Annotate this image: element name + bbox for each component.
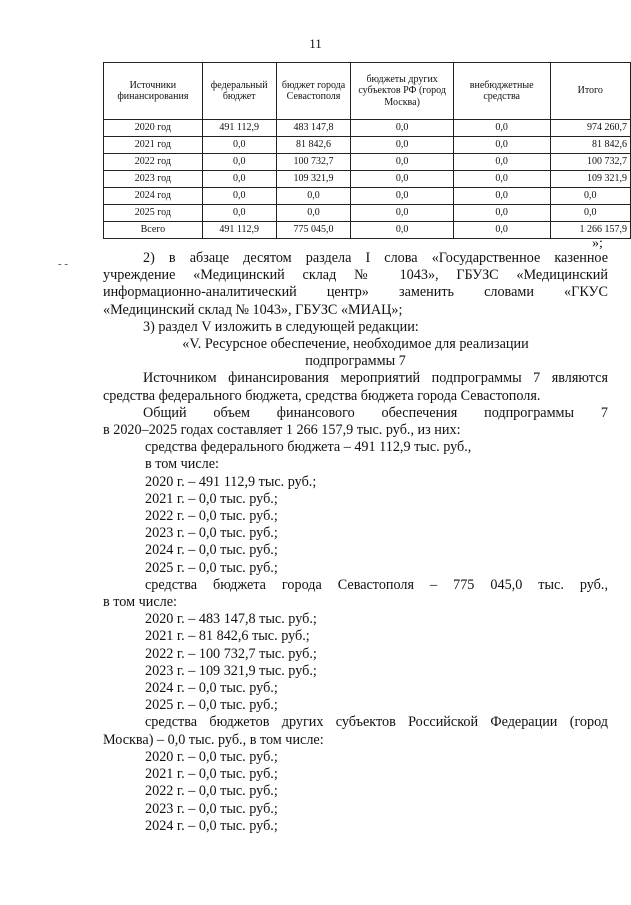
city-year-item: 2020 г. – 483 147,8 тыс. руб.; (145, 611, 317, 628)
table-cell: 0,0 (351, 137, 453, 154)
federal-year-item: 2023 г. – 0,0 тыс. руб.; (145, 525, 278, 542)
moscow-year-item: 2021 г. – 0,0 тыс. руб.; (145, 766, 278, 783)
paragraph-2-line: 2) в абзаце десятом раздела I слова «Государственное казенное (143, 250, 608, 266)
table-cell: 0,0 (550, 188, 630, 205)
section-title: «V. Ресурсное обеспечение, необходимое для реализации (182, 336, 529, 353)
table-cell: 0,0 (202, 188, 276, 205)
table-cell: 100 732,7 (550, 154, 630, 171)
table-cell: 0,0 (276, 205, 351, 222)
federal-year-item: 2020 г. – 491 112,9 тыс. руб.; (145, 473, 317, 490)
table-cell: 0,0 (453, 222, 550, 239)
margin-mark: - - (58, 258, 69, 270)
table-cell: 0,0 (351, 154, 453, 171)
table-cell: 2023 год (104, 171, 203, 188)
table-header-row (104, 63, 631, 120)
table-cell: 0,0 (351, 120, 453, 137)
table-cell: 483 147,8 (276, 120, 351, 137)
table-cell: 0,0 (202, 154, 276, 171)
paragraph-2-line: информационно-аналитический центр» заменить словами «ГКУС (103, 284, 608, 301)
table-row (104, 205, 631, 222)
table-row (104, 120, 631, 137)
header-sources: Источники финансирования (104, 63, 203, 120)
table-cell: 974 260,7 (550, 120, 630, 137)
paragraph-3: 3) раздел V изложить в следующей редакции: (143, 318, 419, 335)
header-sevastopol: бюджет города Севастополя (276, 63, 351, 120)
table-cell: 0,0 (351, 222, 453, 239)
financing-table (103, 62, 631, 239)
section-title: подпрограммы 7 (305, 353, 406, 370)
table-cell: 0,0 (453, 188, 550, 205)
source-paragraph: средства федерального бюджета, средства бюджета города Севастополя. (103, 387, 541, 404)
table-cell: 0,0 (351, 188, 453, 205)
city-year-item: 2023 г. – 109 321,9 тыс. руб.; (145, 662, 317, 679)
table-cell: 81 842,6 (550, 137, 630, 154)
moscow-year-item: 2022 г. – 0,0 тыс. руб.; (145, 783, 278, 800)
table-cell: 0,0 (550, 205, 630, 222)
table-cell: 0,0 (351, 205, 453, 222)
moscow-budget-including: Москва) – 0,0 тыс. руб., в том числе: (103, 731, 324, 748)
table-cell: Всего (104, 222, 203, 239)
table-cell: 0,0 (453, 154, 550, 171)
federal-year-item: 2025 г. – 0,0 тыс. руб.; (145, 559, 278, 576)
moscow-budget-heading: средства бюджетов других субъектов Российской Федерации (город (145, 714, 608, 731)
federal-year-item: 2024 г. – 0,0 тыс. руб.; (145, 542, 278, 559)
table-row (104, 171, 631, 188)
header-federal: федеральный бюджет (202, 63, 276, 120)
total-paragraph: в 2020–2025 годах составляет 1 266 157,9 тыс. руб., из них: (103, 422, 461, 439)
header-extrabudgetary: внебюджетные средства (453, 63, 550, 120)
moscow-year-item: 2023 г. – 0,0 тыс. руб.; (145, 800, 278, 817)
city-year-item: 2025 г. – 0,0 тыс. руб.; (145, 697, 278, 714)
table-cell: 100 732,7 (276, 154, 351, 171)
city-year-item: 2024 г. – 0,0 тыс. руб.; (145, 680, 278, 697)
paragraph-2-line: «Медицинский склад № 1043», ГБУЗС «МИАЦ»; (103, 301, 403, 318)
table-cell: 0,0 (351, 171, 453, 188)
city-budget-including: в том числе: (103, 594, 177, 611)
table-cell: 0,0 (453, 120, 550, 137)
federal-budget-heading: средства федерального бюджета – 491 112,9 тыс. руб., (145, 439, 472, 456)
table-row (104, 188, 631, 205)
table-cell: 2021 год (104, 137, 203, 154)
body-text (103, 250, 608, 835)
table-cell: 2024 год (104, 188, 203, 205)
moscow-year-item: 2020 г. – 0,0 тыс. руб.; (145, 748, 278, 765)
table-row (104, 154, 631, 171)
table-cell: 775 045,0 (276, 222, 351, 239)
table-cell: 2020 год (104, 120, 203, 137)
total-paragraph: Общий объем финансового обеспечения подпрограммы 7 (143, 404, 608, 421)
federal-including: в том числе: (145, 456, 219, 473)
table-cell: 2022 год (104, 154, 203, 171)
federal-year-item: 2021 г. – 0,0 тыс. руб.; (145, 490, 278, 507)
table-cell: 0,0 (276, 188, 351, 205)
page-number: 11 (309, 36, 322, 51)
paragraph-2-line: учреждение «Медицинский склад № 1043», ГБУЗС «Медицинский (103, 267, 608, 284)
table-cell: 0,0 (453, 171, 550, 188)
table-cell: 109 321,9 (276, 171, 351, 188)
city-year-item: 2021 г. – 81 842,6 тыс. руб.; (145, 628, 310, 645)
source-paragraph: Источником финансирования мероприятий подпрограммы 7 являются (143, 370, 608, 387)
table-cell: 491 112,9 (202, 222, 276, 239)
table-cell: 491 112,9 (202, 120, 276, 137)
table-cell: 81 842,6 (276, 137, 351, 154)
header-other-subjects: бюджеты других субъектов РФ (город Москва) (351, 63, 453, 120)
table-cell: 109 321,9 (550, 171, 630, 188)
table-cell: 0,0 (453, 137, 550, 154)
table-row-total (104, 222, 631, 239)
moscow-year-item: 2024 г. – 0,0 тыс. руб.; (145, 817, 278, 834)
table-cell: 0,0 (453, 205, 550, 222)
table-cell: 0,0 (202, 137, 276, 154)
table-cell: 0,0 (202, 171, 276, 188)
header-total: Итого (550, 63, 630, 120)
city-year-item: 2022 г. – 100 732,7 тыс. руб.; (145, 645, 317, 662)
closing-quote-mark: »; (592, 236, 603, 251)
table-row (104, 137, 631, 154)
federal-year-item: 2022 г. – 0,0 тыс. руб.; (145, 508, 278, 525)
table-cell: 2025 год (104, 205, 203, 222)
city-budget-heading: средства бюджета города Севастополя – 775 045,0 тыс. руб., (145, 576, 608, 593)
table-cell: 1 266 157,9 (550, 222, 630, 239)
table-cell: 0,0 (202, 205, 276, 222)
